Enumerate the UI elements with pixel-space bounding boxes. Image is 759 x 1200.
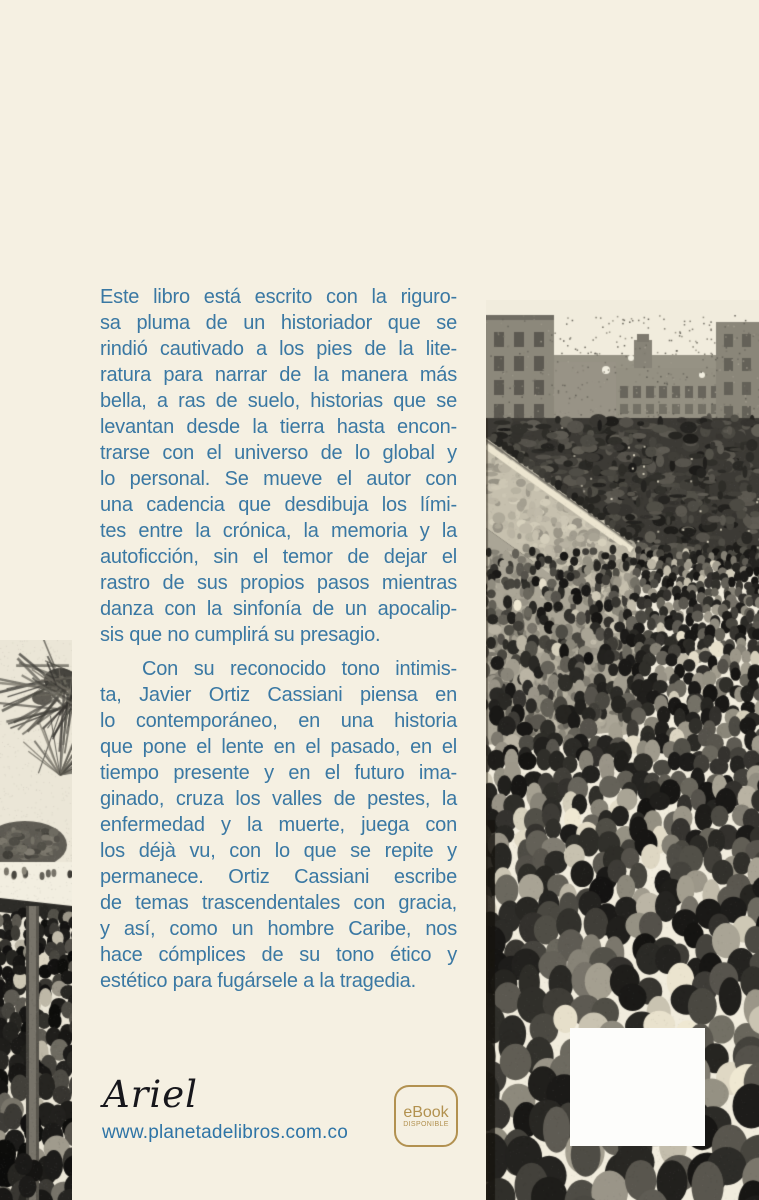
blurb-line: que pone el lente en el pasado, en el [100, 736, 457, 758]
publisher-logo-ariel: Ariel [103, 1073, 198, 1116]
blurb-line: danza con la sinfonía de un apocalip- [100, 598, 457, 620]
blurb-line: ginado, cruza los valles de pestes, la [100, 788, 457, 810]
blurb-line: trarse con el universo de lo global y [100, 442, 457, 464]
blurb-line: rindió cautivado a los pies de la lite- [100, 338, 457, 360]
blurb-line: permanece. Ortiz Cassiani escribe [100, 866, 457, 888]
blurb-line: lo personal. Se mueve el autor con [100, 468, 457, 490]
blurb-line: levantan desde la tierra hasta encon- [100, 416, 457, 438]
barcode-placeholder [570, 1028, 705, 1146]
blurb-line: rastro de sus propios pasos mientras [100, 572, 457, 594]
ebook-badge-subtitle: DISPONIBLE [403, 1121, 449, 1128]
book-blurb [100, 284, 457, 994]
left-photo-strip [0, 640, 72, 1200]
blurb-line: ratura para narrar de la manera más [100, 364, 457, 386]
blurb-line: enfermedad y la muerte, juega con [100, 814, 457, 836]
blurb-line: estético para fugársele a la tragedia. [100, 970, 416, 992]
ebook-available-badge [394, 1085, 458, 1147]
blurb-line: Con su reconocido tono intimis- [142, 658, 457, 680]
blurb-line: autoficción, sin el temor de dejar el [100, 546, 457, 568]
publisher-website-url: www.planetadelibros.com.co [102, 1122, 348, 1143]
blurb-line: bella, a ras de suelo, historias que se [100, 390, 457, 412]
blurb-line: ta, Javier Ortiz Cassiani piensa en [100, 684, 457, 706]
blurb-line: una cadencia que desdibuja los lími- [100, 494, 457, 516]
blurb-line: tiempo presente y en el futuro ima- [100, 762, 457, 784]
blurb-paragraph-2 [100, 656, 457, 994]
blurb-line: los déjà vu, con lo que se repite y [100, 840, 457, 862]
blurb-line: sis que no cumplirá su presagio. [100, 624, 381, 646]
ebook-badge-title: eBook [403, 1104, 449, 1121]
blurb-line: sa pluma de un historiador que se [100, 312, 457, 334]
blurb-paragraph-1 [100, 284, 457, 648]
blurb-line: y así, como un hombre Caribe, nos [100, 918, 457, 940]
blurb-line: de temas trascendentales con gracia, [100, 892, 457, 914]
blurb-line: lo contemporáneo, en una historia [100, 710, 457, 732]
blurb-line: Este libro está escrito con la riguro- [100, 286, 457, 308]
blurb-line: hace cómplices de su tono ético y [100, 944, 457, 966]
blurb-line: tes entre la crónica, la memoria y la [100, 520, 457, 542]
